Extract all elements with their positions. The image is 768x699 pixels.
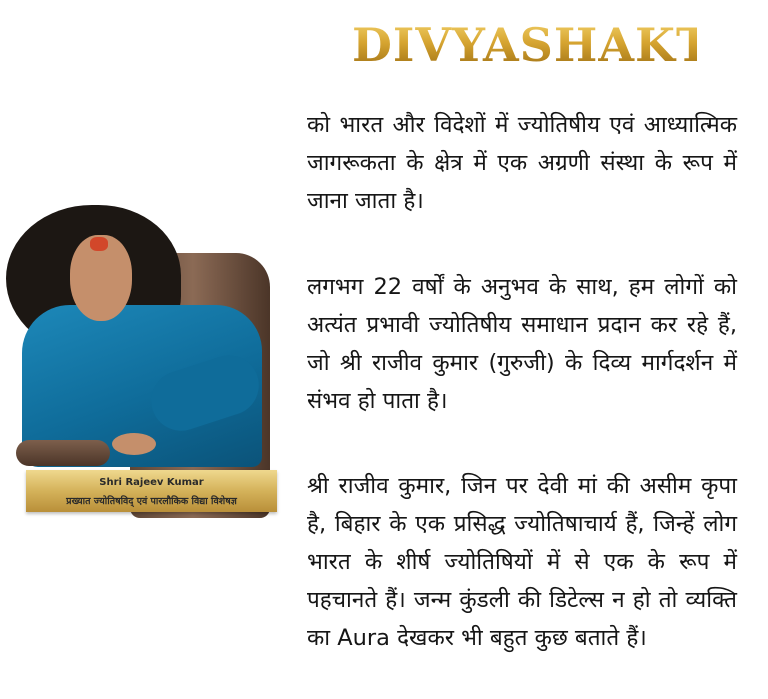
brand-logo-text: DIVYASHAKTI	[352, 18, 734, 72]
caption-role: प्रख्यात ज्योतिषविद् एवं पारलौकिक विद्या विशेषज्ञ	[66, 496, 237, 507]
guruji-paragraph: श्री राजीव कुमार, जिन पर देवी मां की असीम कृपा है, बिहार के एक प्रसिद्ध ज्योतिषाचार्य हैं, जिन्हें लोग भारत के शीर्ष ज्योतिषियों में से एक के रूप में पहचानते हैं। जन्म कुंडली की डिटेल्स न हो तो व्यक्ति का Aura देखकर भी बहुत कुछ बताते हैं।	[307, 473, 737, 651]
tilak-mark	[90, 237, 108, 251]
hand	[112, 433, 156, 455]
experience-paragraph: लगभग 22 वर्षों के अनुभव के साथ, हम लोगों को अत्यंत प्रभावी ज्योतिषीय समाधान प्रदान कर रहे हैं, जो श्री राजीव कुमार (गुरुजी) के दिव्य मार्गदर्शन में संभव हो पाता है।	[307, 274, 737, 414]
caption-name: Shri Rajeev Kumar	[99, 477, 204, 488]
name-plate	[26, 470, 277, 512]
intro-paragraph: को भारत और विदेशों में ज्योतिषीय एवं आध्यात्मिक जागरूकता के क्षेत्र में एक अग्रणी संस्था के रूप में जाना जाता है।	[307, 112, 737, 214]
armchair-arm	[16, 440, 110, 466]
